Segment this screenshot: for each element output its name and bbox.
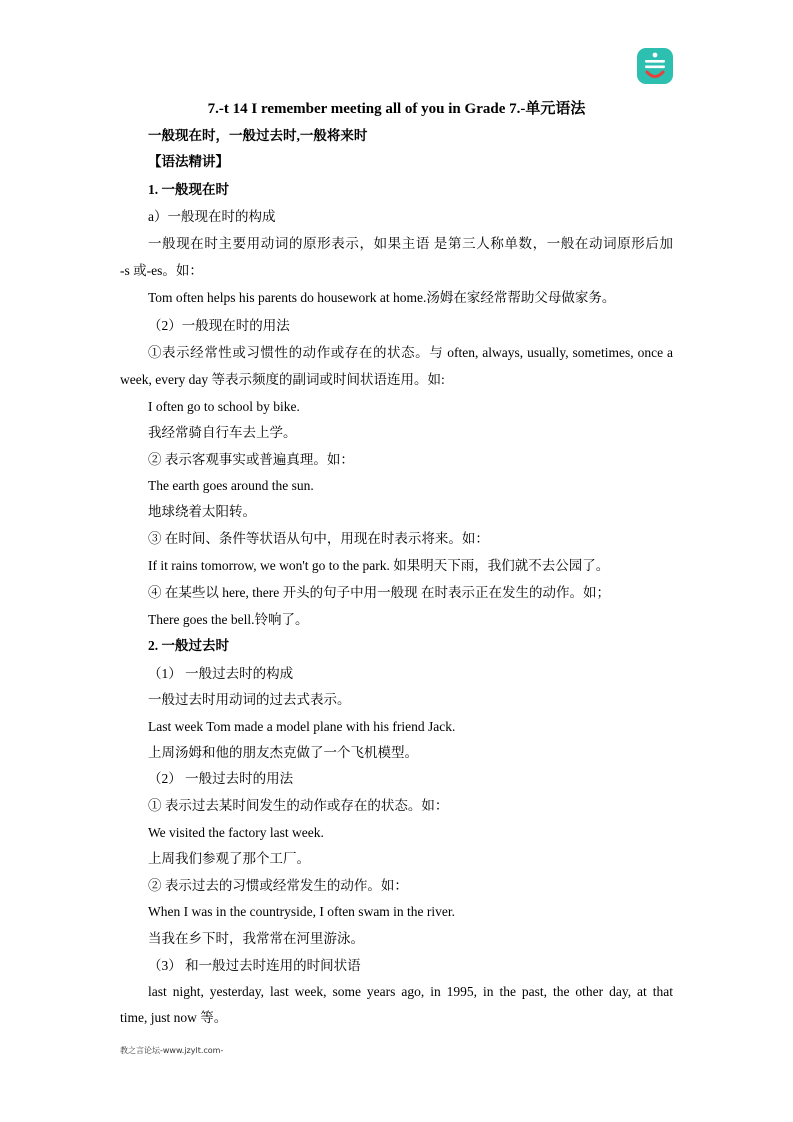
usage-item: ③ 在时间、条件等状语从句中，用现在时表示将来。如： <box>148 531 489 546</box>
example-line: Last week Tom made a model plane with his friend Jack. <box>148 719 456 734</box>
example-line: 我经常骑自行车去上学。 <box>148 425 297 440</box>
example-line: 上周汤姆和他的朋友杰克做了一个飞机模型。 <box>148 745 418 760</box>
example-line: 当我在乡下时，我常常在河里游泳。 <box>148 931 364 946</box>
usage-item: ① 表示过去某时间发生的动作或存在的状态。如： <box>148 798 449 813</box>
paragraph-line: time, just now 等。 <box>120 1010 228 1025</box>
paragraph-line: week, every day 等表示频度的副词或时间状语连用。如: <box>120 372 445 387</box>
example-line: There goes the bell.铃响了。 <box>148 612 309 627</box>
example-line: Tom often helps his parents do housework at home.汤姆在家经常帮助父母做家务。 <box>148 290 616 305</box>
subheading-past-form: （1） 一般过去时的构成 <box>148 666 294 681</box>
subheading-present-form: a）一般现在时的构成 <box>148 209 276 224</box>
subheading-past-time-adverbials: （3） 和一般过去时连用的时间状语 <box>148 958 361 973</box>
jzy-logo-icon <box>637 48 673 84</box>
heading-simple-past: 2. 一般过去时 <box>148 638 229 653</box>
section-label-grammar: 【语法精讲】 <box>148 154 229 169</box>
paragraph-line: -s 或-es。如： <box>120 263 203 278</box>
footer-watermark: 教之言论坛-www.jzylt.com- <box>120 1046 224 1055</box>
example-line: If it rains tomorrow, we won't go to the park. 如果明天下雨，我们就不去公园了。 <box>148 558 610 573</box>
example-line: The earth goes around the sun. <box>148 478 314 493</box>
paragraph-line: 一般过去时用动词的过去式表示。 <box>148 692 351 707</box>
paragraph-line: 一般现在时主要用动词的原形表示，如果主语 是第三人称单数，一般在动词原形后加 <box>148 236 673 251</box>
paragraph-line: last night, yesterday, last week, some years ago, in 1995, in the past, the other day, at that <box>148 984 673 999</box>
usage-item: ④ 在某些以 here, there 开头的句子中用一般现 在时表示正在发生的动作。如； <box>148 585 610 600</box>
example-line: We visited the factory last week. <box>148 825 324 840</box>
paragraph-line: ①表示经常性或习惯性的动作或存在的状态。与 often, always, usually, sometimes, once a <box>148 345 673 360</box>
subheading-present-usage: （2）一般现在时的用法 <box>148 318 290 333</box>
example-line: When I was in the countryside, I often swam in the river. <box>148 904 456 919</box>
example-line: I often go to school by bike. <box>148 399 300 414</box>
usage-item: ② 表示客观事实或普遍真理。如： <box>148 452 354 467</box>
page-title: 7.-t 14 I remember meeting all of you in Grade 7.-单元语法 <box>207 101 586 117</box>
usage-item: ② 表示过去的习惯或经常发生的动作。如： <box>148 878 408 893</box>
heading-simple-present: 1. 一般现在时 <box>148 182 229 197</box>
example-line: 地球绕着太阳转。 <box>148 504 256 519</box>
example-line: 上周我们参观了那个工厂。 <box>148 851 310 866</box>
tense-subtitle: 一般现在时，一般过去时,一般将来时 <box>148 128 368 143</box>
subheading-past-usage: （2） 一般过去时的用法 <box>148 771 294 786</box>
